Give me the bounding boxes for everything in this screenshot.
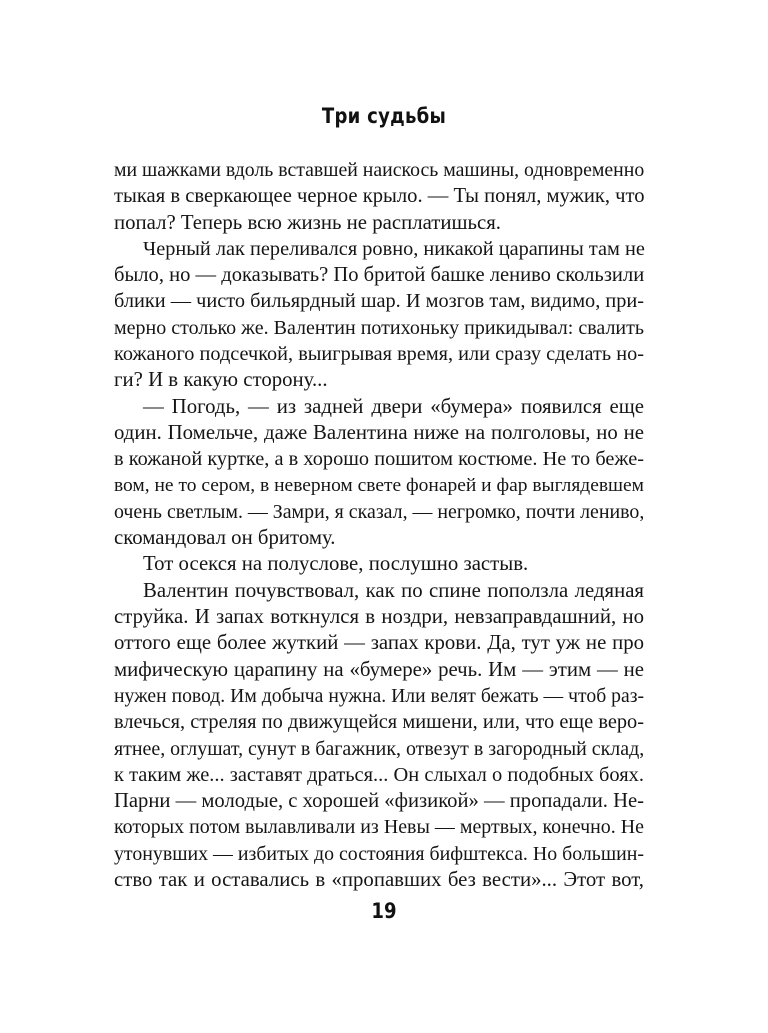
text-line: Парни — молодые, с хорошей «физикой» — пропадали. Не-	[114, 790, 645, 813]
text-line: оттого еще более жуткий — запах крови. Да, тут уж не про	[114, 631, 644, 655]
text-line: было, но — доказывать? По бритой башке лениво скользили	[114, 264, 645, 287]
text-line: блики — чисто бильярдный шар. И мозгов там, видимо, при-	[114, 290, 645, 313]
text-line: ми шажками вдоль вставшей наискось машины, одновременно	[114, 159, 645, 181]
body-text	[114, 157, 644, 893]
text-line: попал? Теперь всю жизнь не расплатишься.	[114, 210, 501, 234]
text-line: утонувших — избитых до состояния бифштекса. Но большин-	[114, 842, 644, 865]
text-line: вом, не то сером, в неверном свете фонарей и фар выглядевшем	[114, 474, 644, 496]
text-line: Валентин почувствовал, как по спине поползла ледяная	[143, 578, 644, 602]
text-line: ство так и оставались в «пропавших без вести»... Этот вот,	[114, 868, 644, 892]
text-line: ги? И в какую сторону...	[114, 368, 328, 392]
text-line: мерно столько же. Валентин потихоньку прикидывал: свалить	[114, 316, 644, 339]
text-line: в кожаной куртке, а в хорошо пошитом костюме. Не то беже-	[114, 448, 644, 471]
running-head-title: Три судьбы	[321, 104, 447, 128]
text-line: мифическую царапину на «бумере» речь. Им — этим — не	[114, 657, 644, 681]
text-line: которых потом вылавливали из Невы — мертвых, конечно. Не	[114, 816, 644, 839]
text-line: Черный лак переливался ровно, никакой царапины там не	[143, 237, 645, 260]
text-line: к таким же... заставят драться... Он слыхал о подобных боях.	[114, 763, 644, 786]
text-line: Тот осекся на полуслове, послушно застыв.	[143, 552, 529, 576]
text-line: струйка. И запах воткнулся в ноздри, невзаправдашний, но	[114, 605, 644, 629]
text-line: кожаного подсечкой, выигрывая время, или сразу сделать но-	[114, 343, 644, 366]
page-number: 19	[371, 899, 397, 923]
text-line: очень светлым. — Замри, я сказал, — негромко, почти лениво,	[114, 500, 645, 523]
text-line: тыкая в сверкающее черное крыло. — Ты понял, мужик, что	[114, 185, 645, 208]
text-line: один. Помельче, даже Валентина ниже на полголовы, но не	[114, 420, 644, 444]
text-line: влечься, стреляя по движущейся мишени, или, что еще веро-	[114, 711, 644, 734]
text-line: — Погодь, — из задней двери «бумера» появился еще	[143, 394, 644, 418]
text-line: нужен повод. Им добыча нужна. Или велят бежать — чтоб раз-	[114, 684, 644, 707]
text-line: ятнее, оглушат, сунут в багажник, отвезут в загородный склад,	[114, 737, 645, 760]
text-line: скомандовал он бритому.	[114, 526, 336, 550]
